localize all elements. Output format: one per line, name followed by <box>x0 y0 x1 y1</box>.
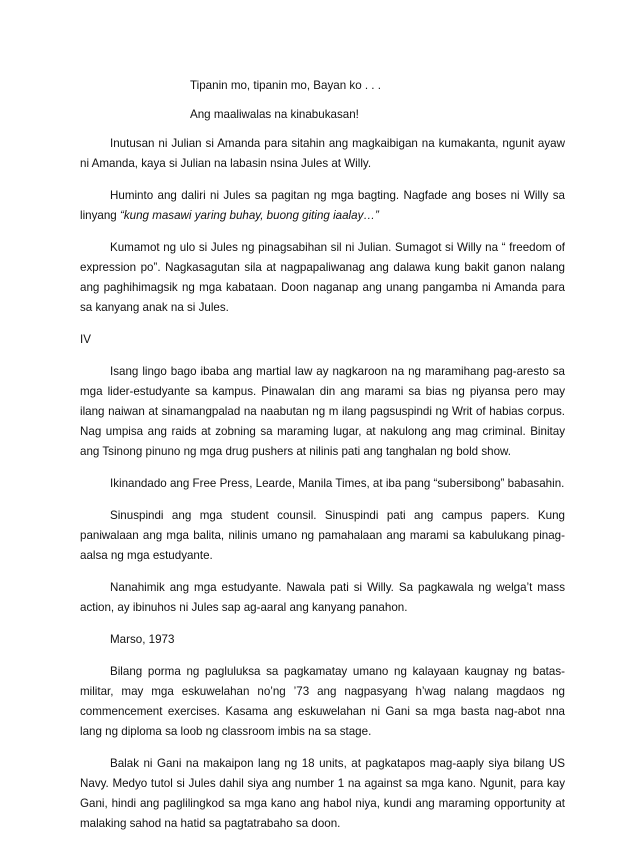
paragraph-5: Ikinandado ang Free Press, Learde, Manila Times, at iba pang “subersibong” babasahin. <box>110 477 565 490</box>
paragraph-2-text: Huminto ang daliri ni Jules sa pagitan ng mga bagting. Nagfade ang boses ni Willy sa linyang <box>80 189 565 222</box>
section-marker: IV <box>80 333 91 346</box>
verse-line-1: Tipanin mo, tipanin mo, Bayan ko . . . <box>190 79 381 92</box>
paragraph-2-quote: “kung masawi yaring buhay, buong giting iaalay…” <box>119 209 379 222</box>
paragraph-7: Nanahimik ang mga estudyante. Nawala pati si Willy. Sa pagkawala ng welga’t mass action, ay ibinuhos ni Jules sap ag-aaral ang kanyang panahon. <box>80 581 565 614</box>
paragraph-9: Balak ni Gani na makaipon lang ng 18 units, at pagkatapos mag-aaply siya bilang US Navy. Medyo tutol si Jules dahil siya ang number 1 na against sa mga kano. Ngunit, para kay Gani, hindi ang paglilingkod sa mga kano ang habol niya, kundi ang maraming opportunity at malaking sahod na hatid sa pagtatrabaho sa doon. <box>80 757 565 830</box>
verse-line-2: Ang maaliwalas na kinabukasan! <box>190 108 359 121</box>
paragraph-3: Kumamot ng ulo si Jules ng pinagsabihan sil ni Julian. Sumagot si Willy na “ freedom of expression po”. Nagkasagutan sila at nagpapaliwanag ang dalawa kung bakit ganon nalang ang paghihimagsik ng mga kabataan. Doon naganap ang unang pangamba ni Amanda para sa kanyang anak na si Jules. <box>80 241 565 314</box>
document-body <box>80 76 565 846</box>
paragraph-2 <box>80 186 565 226</box>
paragraph-1: Inutusan ni Julian si Amanda para sitahin ang magkaibigan na kumakanta, ngunit ayaw ni Amanda, kaya si Julian na labasin nsina Jules at Willy. <box>80 137 565 170</box>
date-heading: Marso, 1973 <box>110 633 175 646</box>
paragraph-6: Sinuspindi ang mga student counsil. Sinuspindi pati ang campus papers. Kung paniwalaan ang mga balita, nilinis umano ng pamahalaan ang marami sa kabulukang pinag-aalsa ng mga estudyante. <box>80 509 565 562</box>
paragraph-4: Isang lingo bago ibaba ang martial law ay nagkaroon na ng maramihang pag-aresto sa mga lider-estudyante sa kampus. Pinawalan din ang marami sa bias ng piyansa pero may ilang naiwan at sinamangpalad na naabutan ng m ilang pagsuspindi ng Writ of habias corpus. Nag umpisa ang raids at zobning sa maraming lugar, at nakulong ang mag criminal. Binitay ang Tsinong pinuno ng mga drug pushers at nilinis pati ang tanghalan ng bold show. <box>80 365 565 458</box>
paragraph-8: Bilang porma ng pagluluksa sa pagkamatay umano ng kalayaan kaugnay ng batas-militar, may mga eskuwelahan no’ng ’73 ang nagpasyang h’wag nalang magdaos ng commencement exercises. Kasama ang eskuwelahan ni Gani sa mga basta nag-abot nna lang ng diploma sa loob ng classroom imbis na sa stage. <box>80 665 565 738</box>
